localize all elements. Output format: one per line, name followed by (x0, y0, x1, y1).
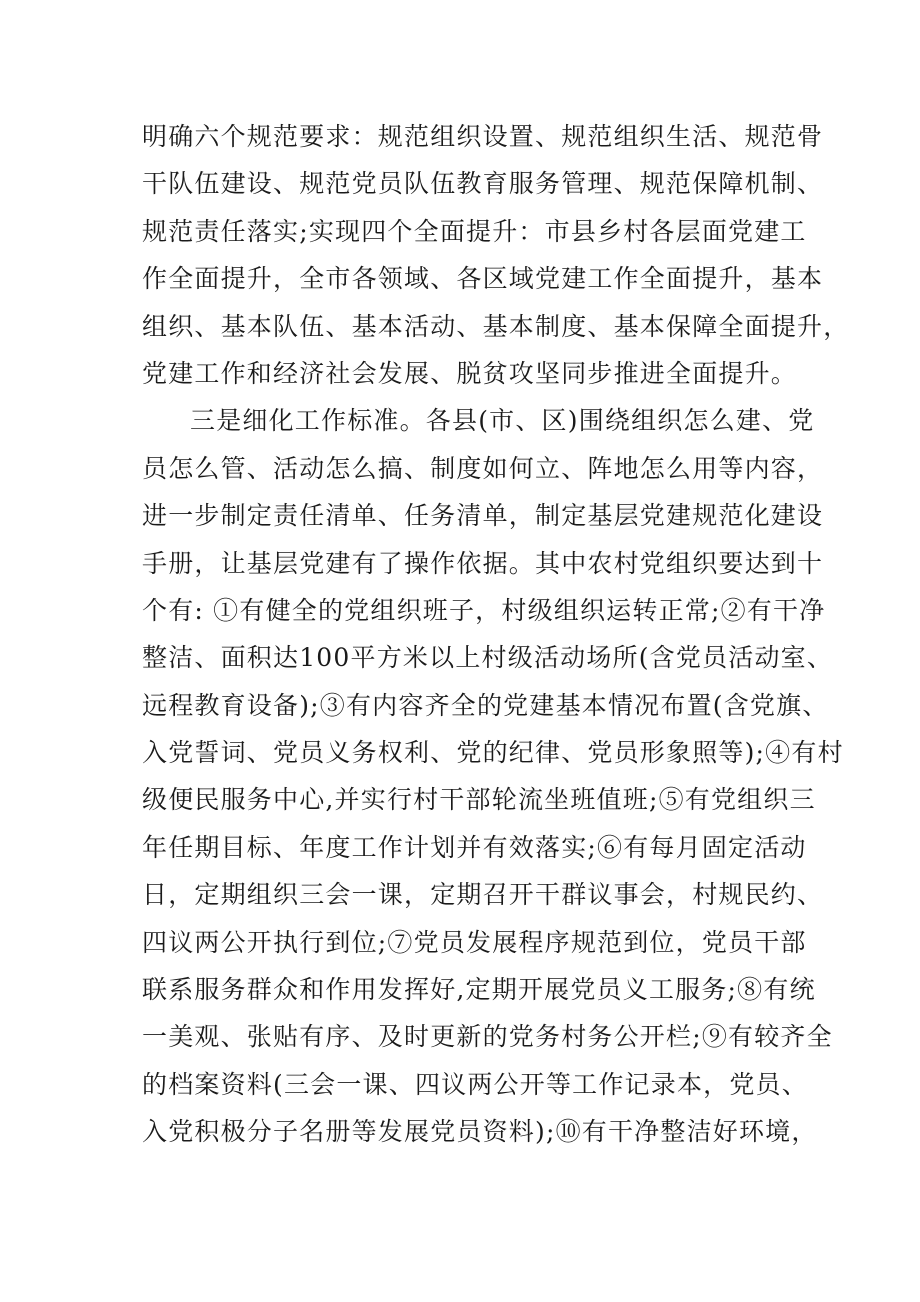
text-line: 远程教育设备);③有内容齐全的党建基本情况布置(含党旗、 (142, 690, 829, 720)
text-line: 个有: ①有健全的党组织班子，村级组织运转正常;②有干净 (142, 595, 826, 625)
text-line: 规范责任落实;实现四个全面提升：市县乡村各层面党建工 (142, 216, 807, 246)
text-line: 干队伍建设、规范党员队伍教育服务管理、规范保障机制、 (142, 169, 824, 199)
paragraph-start-line: 三是细化工作标准。各县(市、区)围绕组织怎么建、党 (190, 406, 815, 436)
text-line: 年任期目标、年度工作计划并有效落实;⑥有每月固定活动 (142, 832, 807, 862)
text-line: 明确六个规范要求：规范组织设置、规范组织生活、规范骨 (142, 122, 824, 151)
text-line: 日，定期组织三会一课，定期召开干群议事会，村规民约、 (142, 880, 824, 910)
text-line: 员怎么管、活动怎么搞、制度如何立、阵地怎么用等内容， (142, 453, 824, 483)
text-line: 组织、基本队伍、基本活动、基本制度、基本保障全面提升， (142, 311, 850, 341)
text-line: 的档案资料(三会一课、四议两公开等工作记录本，党员、 (142, 1069, 808, 1099)
text-line: 一美观、张贴有序、及时更新的党务村务公开栏;⑨有较齐全 (142, 1022, 833, 1052)
text-line: 级便民服务中心,并实行村干部轮流坐班值班;⑤有党组织三 (142, 785, 816, 815)
text-line: 进一步制定责任清单、任务清单，制定基层党建规范化建设 (142, 501, 824, 531)
text-line: 入党誓词、党员义务权利、党的纪律、党员形象照等);④有村 (142, 738, 844, 768)
text-line: 四议两公开执行到位;⑦党员发展程序规范到位，党员干部 (142, 927, 807, 957)
text-line: 党建工作和经济社会发展、脱贫攻坚同步推进全面提升。 (142, 358, 798, 388)
document-body (142, 113, 850, 1156)
text-line: 联系服务群众和作用发挥好,定期开展党员义工服务;⑧有统 (142, 975, 816, 1005)
text-line: 入党积极分子名册等发展党员资料);⑩有干净整洁好环境， (142, 1117, 818, 1147)
text-line: 作全面提升，全市各领域、各区域党建工作全面提升，基本 (142, 264, 824, 294)
text-line: 整洁、面积达100平方米以上村级活动场所(含党员活动室、 (142, 643, 834, 673)
text-line: 手册，让基层党建有了操作依据。其中农村党组织要达到十 (142, 548, 824, 578)
